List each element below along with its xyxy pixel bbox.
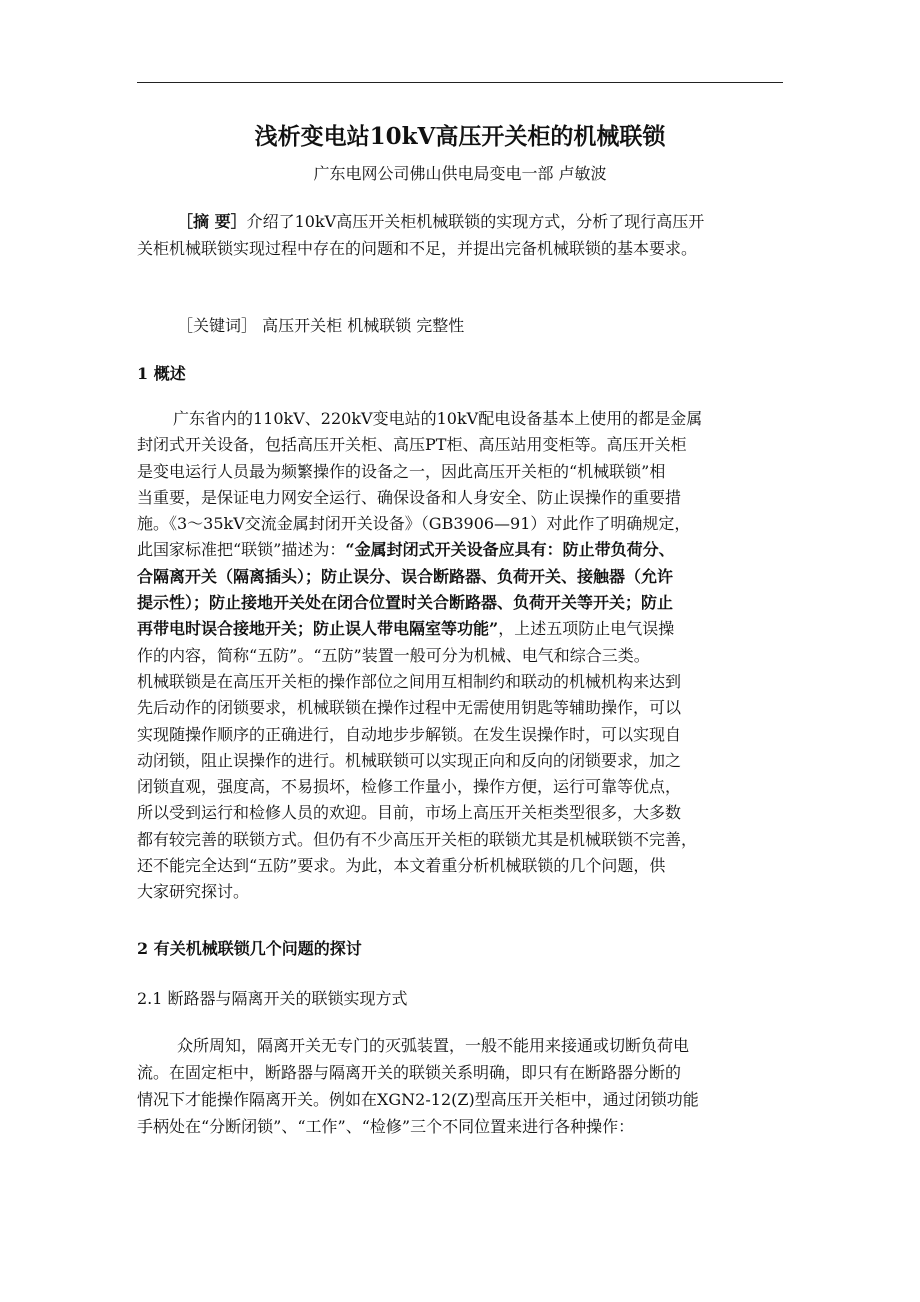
keywords-line: [137, 313, 797, 339]
body-line: 作的内容，简称“五防”。“五防”装置一般可分为机械、电气和综合三类。: [137, 645, 650, 665]
standard-quote: 合隔离开关（隔离插头）；防止误分、误合断路器、负荷开关、接触器（允许: [137, 566, 674, 586]
section-2-1-heading: 2.1 断路器与隔离开关的联锁实现方式: [137, 989, 408, 1008]
body-line: 再带电时误合接地开关；防止误人带电隔室等功能”，上述五项防止电气误操: [137, 619, 675, 639]
body-line: 都有较完善的联锁方式。但仍有不少高压开关柜的联锁尤其是机械联锁不完善，: [137, 829, 698, 849]
body-line: 动闭锁，阻止误操作的进行。机械联锁可以实现正向和反向的闭锁要求，加之: [137, 750, 682, 770]
standard-quote: “金属封闭式开关设备应具有：防止带负荷分、: [345, 540, 675, 560]
header-rule: [137, 82, 783, 83]
keywords: [137, 313, 797, 339]
body-line: 先后动作的闭锁要求，机械联锁在操作过程中无需使用钥匙等辅助操作，可以: [137, 698, 682, 718]
document-author: 广东电网公司佛山供电局变电一部 卢敏波: [313, 164, 607, 183]
body-line: [137, 590, 797, 616]
keywords-text: 高压开关柜 机械联锁 完整性: [262, 316, 465, 335]
abstract: [137, 208, 797, 262]
body-line: 众所周知，隔离开关无专门的灭弧装置，一般不能用来接通或切断负荷电: [177, 1036, 690, 1055]
abstract-line: 关柜机械联锁实现过程中存在的问题和不足，并提出完备机械联锁的基本要求。: [137, 239, 698, 258]
section-2-heading: 2 有关机械联锁几个问题的探讨: [137, 939, 362, 958]
body-line: 封闭式开关设备，包括高压开关柜、高压PT柜、高压站用变柜等。高压开关柜: [137, 435, 687, 455]
body-line: 大家研究探讨。: [137, 882, 250, 902]
abstract-line: ［摘 要］介绍了10kV高压开关柜机械联锁的实现方式，分析了现行高压开: [177, 212, 705, 231]
body-line: 还不能完全达到“五防”要求。为此，本文着重分析机械联锁的几个问题，供: [137, 856, 666, 876]
body-line: 施。《3～35kV交流金属封闭开关设备》（GB3906—91）对此作了明确规定，: [137, 514, 691, 534]
standard-quote: 再带电时误合接地开关；防止误人带电隔室等功能”: [137, 619, 499, 639]
keywords-label: ［关键词］: [177, 316, 258, 335]
body-line: 闭锁直观，强度高，不易损坏，检修工作量小，操作方便，运行可靠等优点，: [137, 777, 682, 797]
standard-quote: 提示性）；防止接地开关处在闭合位置时关合断路器、负荷开关等开关；防止: [137, 593, 674, 613]
body-line: 手柄处在“分断闭锁”、“工作”、“检修”三个不同位置来进行各种操作：: [137, 1117, 635, 1136]
body-line: 是变电运行人员最为频繁操作的设备之一，因此高压开关柜的“机械联锁”相: [137, 461, 666, 481]
section-1-heading: 1 概述: [137, 364, 186, 383]
document-title: 浅析变电站10kV高压开关柜的机械联锁: [254, 123, 666, 150]
body-line: 广东省内的110kV、220kV变电站的10kV配电设备基本上使用的都是金属: [173, 409, 703, 428]
body-line: 当重要，是保证电力网安全运行、确保设备和人身安全、防止误操作的重要措: [137, 487, 682, 507]
body-line: 所以受到运行和检修人员的欢迎。目前，市场上高压开关柜类型很多，大多数: [137, 803, 682, 823]
body-line: 流。在固定柜中，断路器与隔离开关的联锁关系明确，即只有在断路器分断的: [137, 1063, 682, 1082]
body-line: 实现随操作顺序的正确进行，自动地步步解锁。在发生误操作时，可以实现自: [137, 724, 682, 744]
body-line: 情况下才能操作隔离开关。例如在XGN2-12(Z)型高压开关柜中，通过闭锁功能: [137, 1090, 699, 1109]
section-1-body: [137, 406, 797, 906]
abstract-label: ［摘 要］: [177, 212, 247, 231]
body-line: 机械联锁是在高压开关柜的操作部位之间用互相制约和联动的机械机构来达到: [137, 671, 682, 691]
section-2-1-body: [137, 1032, 797, 1140]
body-line: [137, 564, 797, 590]
body-line: 此国家标准把“联锁”描述为：“金属封闭式开关设备应具有：防止带负荷分、: [137, 540, 675, 560]
